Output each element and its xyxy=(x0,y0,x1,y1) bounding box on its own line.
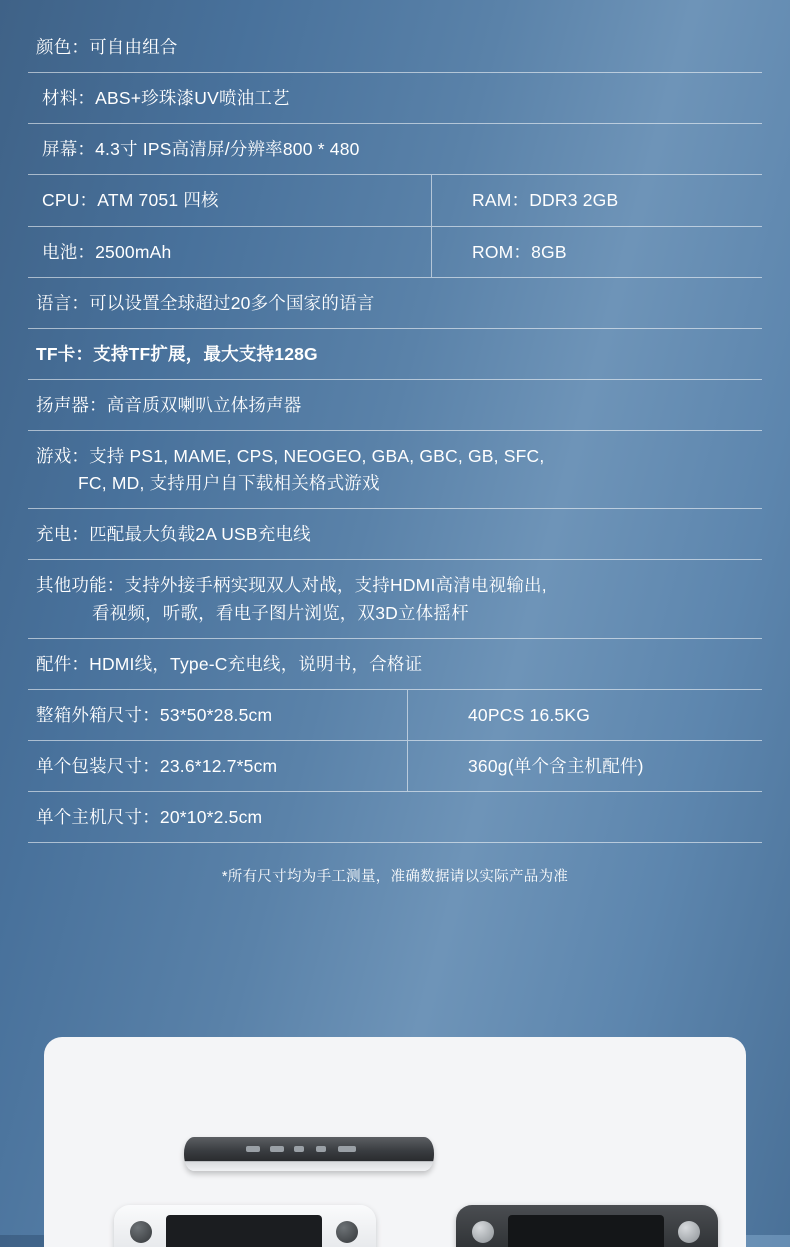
spec-row-other-features xyxy=(28,560,762,638)
spec-cell-battery: 电池：2500mAh xyxy=(28,227,432,277)
spec-cell-package-weight: 360g(单个含主机配件) xyxy=(468,755,644,776)
device-port-1 xyxy=(246,1146,260,1152)
device-port-5 xyxy=(338,1146,356,1152)
spec-row-carton xyxy=(28,690,762,741)
device-white-stick-right xyxy=(336,1221,358,1243)
device-white-unit xyxy=(114,1205,376,1247)
spec-cell-language: 语言：可以设置全球超过20多个国家的语言 xyxy=(36,292,375,313)
spec-cell-other-features xyxy=(28,560,762,637)
spec-row-material xyxy=(28,73,762,124)
spec-row-accessories xyxy=(28,639,762,690)
spec-cell-other-line1: 其他功能：支持外接手柄实现双人对战，支持HDMI高清电视输出, xyxy=(36,575,547,596)
spec-cell-package-size: 单个包装尺寸：23.6*12.7*5cm xyxy=(28,741,408,791)
spec-row-tfcard xyxy=(28,329,762,380)
device-black-stick-right xyxy=(678,1221,700,1243)
device-black-stick-left xyxy=(472,1221,494,1243)
spec-row-charging xyxy=(28,509,762,560)
spec-row-battery-rom xyxy=(28,227,762,278)
spec-cell-carton-qty: 40PCS 16.5KG xyxy=(468,704,591,725)
product-photo-panel xyxy=(44,1037,746,1247)
device-port-4 xyxy=(316,1146,326,1152)
specification-table xyxy=(28,22,762,886)
device-white-stick-left xyxy=(130,1221,152,1243)
spec-cell-other-line2: 看视频，听歌，看电子图片浏览，双3D立体摇杆 xyxy=(92,602,469,623)
device-black-screen xyxy=(508,1215,664,1247)
spec-row-speaker xyxy=(28,380,762,431)
spec-row-games xyxy=(28,431,762,509)
spec-row-screen xyxy=(28,124,762,175)
spec-row-cpu-ram xyxy=(28,175,762,226)
spec-row-package xyxy=(28,741,762,792)
device-port-3 xyxy=(294,1146,304,1152)
spec-cell-color: 颜色：可自由组合 xyxy=(36,37,178,57)
spec-cell-charging: 充电：匹配最大负载2A USB充电线 xyxy=(36,524,311,545)
spec-cell-tfcard: TF卡：支持TF扩展，最大支持128G xyxy=(36,343,318,364)
device-white-screen xyxy=(166,1215,322,1247)
spec-cell-speaker: 扬声器：高音质双喇叭立体扬声器 xyxy=(36,394,302,415)
spec-cell-games xyxy=(28,431,762,508)
measurement-note: *所有尺寸均为手工测量，准确数据请以实际产品为准 xyxy=(221,869,569,886)
spec-cell-ram: RAM：DDR3 2GB xyxy=(472,190,619,211)
spec-cell-carton-size: 整箱外箱尺寸：53*50*28.5cm xyxy=(28,690,408,740)
spec-row-unit xyxy=(28,792,762,843)
spec-cell-screen: 屏幕：4.3寸 IPS高清屏/分辨率800 * 480 xyxy=(42,139,360,160)
device-black-unit xyxy=(456,1205,718,1247)
spec-row-language xyxy=(28,278,762,329)
spec-cell-games-line2: FC, MD, 支持用户自下载相关格式游戏 xyxy=(78,473,380,494)
spec-cell-games-line1: 游戏：支持 PS1, MAME, CPS, NEOGEO, GBA, GBC, GB, SFC, xyxy=(36,446,545,466)
spec-cell-rom: ROM：8GB xyxy=(472,241,567,262)
spec-cell-unit-size: 单个主机尺寸：20*10*2.5cm xyxy=(36,807,263,827)
spec-cell-material: 材料：ABS+珍珠漆UV喷油工艺 xyxy=(42,88,290,109)
spec-cell-accessories: 配件：HDMI线，Type-C充电线，说明书，合格证 xyxy=(36,653,423,674)
device-top-view xyxy=(184,1137,434,1171)
spec-row-color xyxy=(28,22,762,73)
device-port-2 xyxy=(270,1146,284,1152)
spec-cell-cpu: CPU：ATM 7051 四核 xyxy=(28,175,432,225)
